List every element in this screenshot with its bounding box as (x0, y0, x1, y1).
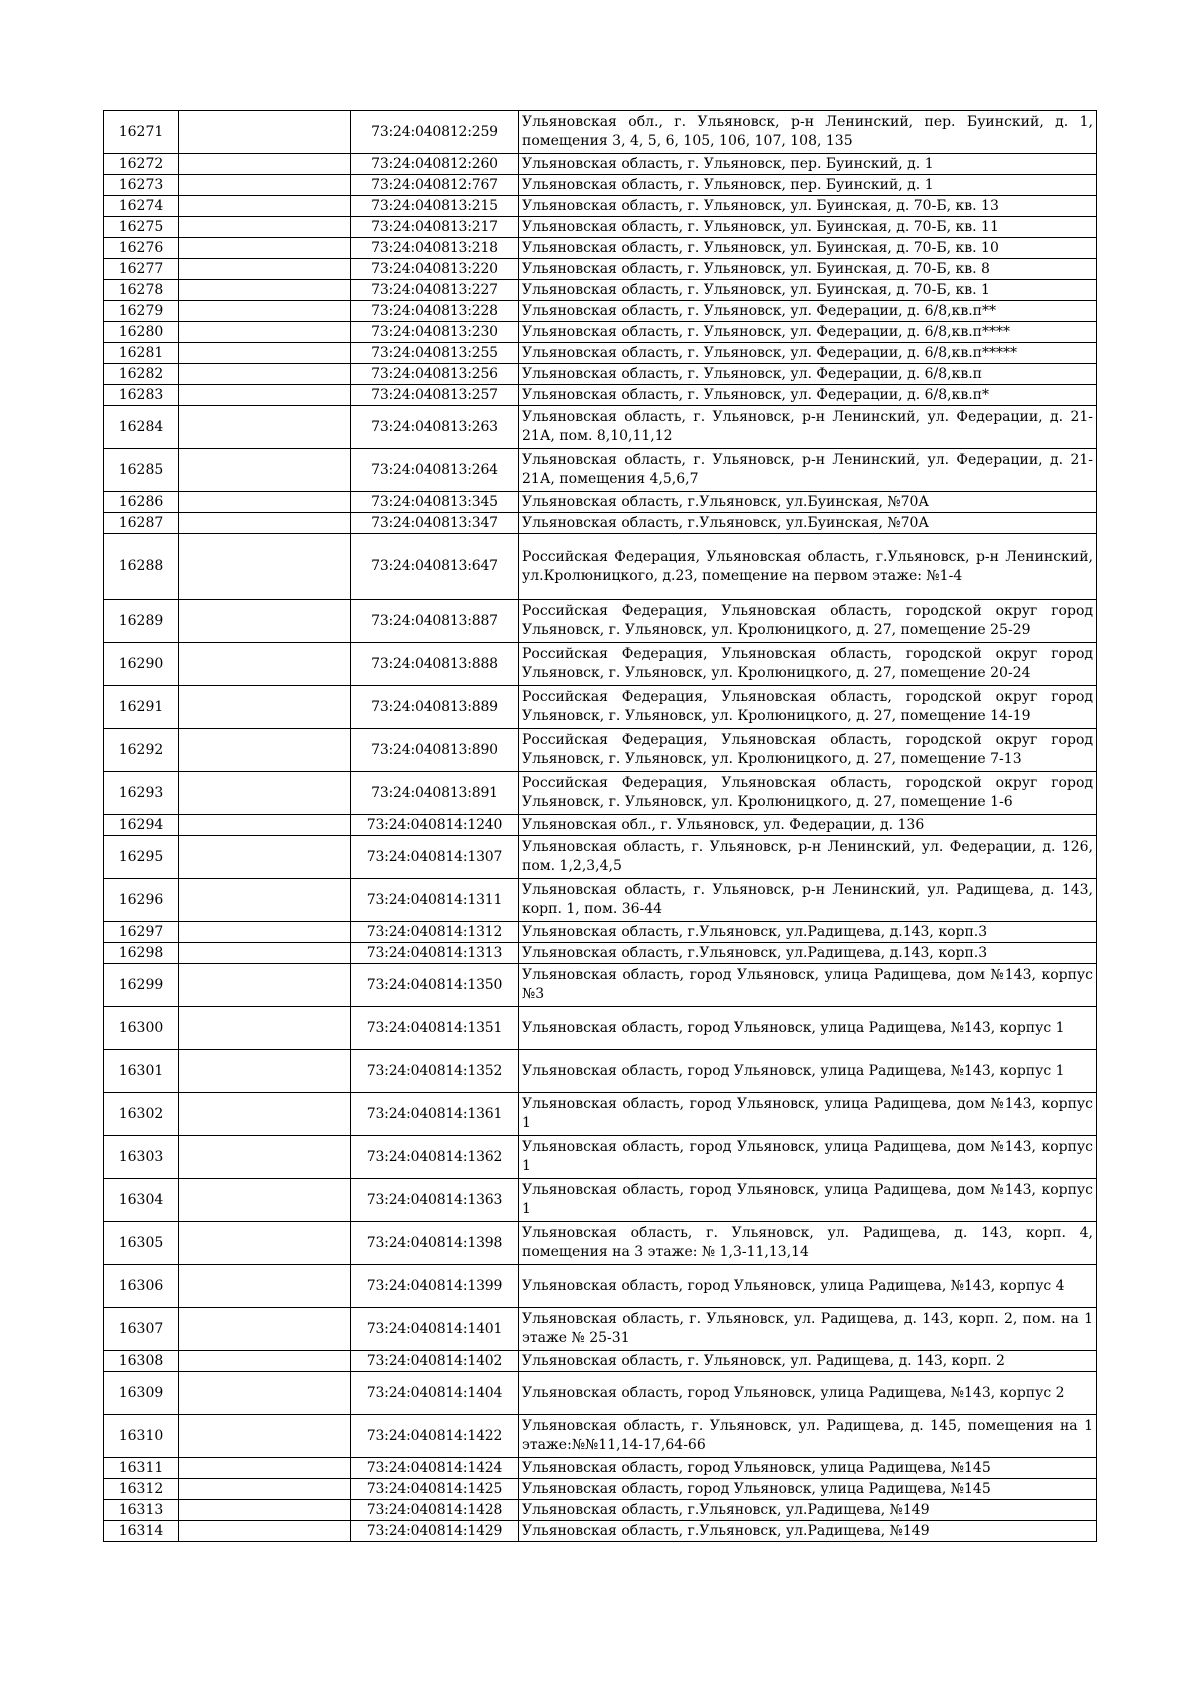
cadastral-number-cell: 73:24:040813:257 (351, 385, 519, 406)
table-row (104, 729, 1097, 772)
empty-cell (179, 406, 351, 449)
cadastral-number-cell: 73:24:040813:888 (351, 643, 519, 686)
row-number-cell: 16280 (104, 322, 179, 343)
table-row (104, 154, 1097, 175)
cadastral-number-cell: 73:24:040814:1401 (351, 1308, 519, 1351)
cadastral-number-cell: 73:24:040813:890 (351, 729, 519, 772)
empty-cell (179, 1372, 351, 1415)
row-number-cell: 16305 (104, 1222, 179, 1265)
table-row (104, 686, 1097, 729)
address-cell: Ульяновская область, город Ульяновск, улица Радищева, дом №143, корпус 1 (519, 1093, 1097, 1136)
empty-cell (179, 238, 351, 259)
row-number-cell: 16294 (104, 815, 179, 836)
address-cell: Ульяновская область, г. Ульяновск, р-н Ленинский, ул. Радищева, д. 143, корп. 1, пом. 36-44 (519, 879, 1097, 922)
cadastral-number-cell: 73:24:040814:1352 (351, 1050, 519, 1093)
empty-cell (179, 1308, 351, 1351)
row-number-cell: 16276 (104, 238, 179, 259)
empty-cell (179, 1500, 351, 1521)
table-row (104, 280, 1097, 301)
cadastral-number-cell: 73:24:040813:891 (351, 772, 519, 815)
cadastral-number-cell: 73:24:040813:345 (351, 492, 519, 513)
empty-cell (179, 1521, 351, 1542)
row-number-cell: 16275 (104, 217, 179, 238)
row-number-cell: 16293 (104, 772, 179, 815)
row-number-cell: 16291 (104, 686, 179, 729)
empty-cell (179, 217, 351, 238)
cadastral-number-cell: 73:24:040814:1313 (351, 943, 519, 964)
row-number-cell: 16287 (104, 513, 179, 534)
address-cell: Ульяновская область, г.Ульяновск, ул.Радищева, д.143, корп.3 (519, 943, 1097, 964)
table-row (104, 1050, 1097, 1093)
row-number-cell: 16274 (104, 196, 179, 217)
row-number-cell: 16300 (104, 1007, 179, 1050)
address-cell: Российская Федерация, Ульяновская область, городской округ город Ульяновск, г. Ульяновск, ул. Кролюницкого, д. 27, помещение 20-24 (519, 643, 1097, 686)
empty-cell (179, 686, 351, 729)
empty-cell (179, 943, 351, 964)
address-cell: Ульяновская область, г. Ульяновск, ул. Федерации, д. 6/8,кв.п* (519, 385, 1097, 406)
empty-cell (179, 343, 351, 364)
table-row (104, 1265, 1097, 1308)
empty-cell (179, 492, 351, 513)
document-page (103, 110, 1096, 1542)
table-row (104, 964, 1097, 1007)
row-number-cell: 16283 (104, 385, 179, 406)
empty-cell (179, 322, 351, 343)
empty-cell (179, 643, 351, 686)
table-row (104, 1136, 1097, 1179)
row-number-cell: 16308 (104, 1351, 179, 1372)
cadastral-number-cell: 73:24:040813:230 (351, 322, 519, 343)
table-row (104, 196, 1097, 217)
table-row (104, 836, 1097, 879)
empty-cell (179, 964, 351, 1007)
empty-cell (179, 729, 351, 772)
table-row (104, 301, 1097, 322)
empty-cell (179, 175, 351, 196)
empty-cell (179, 1222, 351, 1265)
empty-cell (179, 815, 351, 836)
table-row (104, 385, 1097, 406)
address-cell: Ульяновская область, город Ульяновск, улица Радищева, №145 (519, 1458, 1097, 1479)
cadastral-number-cell: 73:24:040813:889 (351, 686, 519, 729)
row-number-cell: 16279 (104, 301, 179, 322)
cadastral-number-cell: 73:24:040812:259 (351, 111, 519, 154)
table-row (104, 449, 1097, 492)
address-cell: Ульяновская область, г. Ульяновск, ул. Федерации, д. 6/8,кв.п**** (519, 322, 1097, 343)
empty-cell (179, 364, 351, 385)
cadastral-number-cell: 73:24:040814:1311 (351, 879, 519, 922)
empty-cell (179, 301, 351, 322)
cadastral-number-cell: 73:24:040813:263 (351, 406, 519, 449)
empty-cell (179, 385, 351, 406)
empty-cell (179, 1093, 351, 1136)
table-row (104, 1372, 1097, 1415)
cadastral-number-cell: 73:24:040814:1399 (351, 1265, 519, 1308)
cadastral-number-cell: 73:24:040814:1425 (351, 1479, 519, 1500)
cadastral-number-cell: 73:24:040813:217 (351, 217, 519, 238)
property-table-body (104, 111, 1097, 1542)
cadastral-number-cell: 73:24:040814:1429 (351, 1521, 519, 1542)
table-row (104, 815, 1097, 836)
address-cell: Ульяновская область, г. Ульяновск, р-н Ленинский, ул. Федерации, д. 126, пом. 1,2,3,4,5 (519, 836, 1097, 879)
table-row (104, 1415, 1097, 1458)
address-cell: Ульяновская область, г.Ульяновск, ул.Радищева, №149 (519, 1521, 1097, 1542)
table-row (104, 406, 1097, 449)
empty-cell (179, 879, 351, 922)
empty-cell (179, 772, 351, 815)
row-number-cell: 16313 (104, 1500, 179, 1521)
table-row (104, 492, 1097, 513)
address-cell: Ульяновская область, город Ульяновск, улица Радищева, дом №143, корпус 1 (519, 1179, 1097, 1222)
address-cell: Ульяновская область, г. Ульяновск, ул. Радищева, д. 143, корп. 2, пом. на 1 этаже № 25-31 (519, 1308, 1097, 1351)
table-row (104, 259, 1097, 280)
address-cell: Ульяновская область, г. Ульяновск, ул. Радищева, д. 143, корп. 4, помещения на 3 этаже: № 1,3-11,13,14 (519, 1222, 1097, 1265)
empty-cell (179, 449, 351, 492)
table-row (104, 600, 1097, 643)
row-number-cell: 16292 (104, 729, 179, 772)
row-number-cell: 16311 (104, 1458, 179, 1479)
table-row (104, 1458, 1097, 1479)
table-row (104, 1093, 1097, 1136)
row-number-cell: 16297 (104, 922, 179, 943)
row-number-cell: 16310 (104, 1415, 179, 1458)
row-number-cell: 16304 (104, 1179, 179, 1222)
address-cell: Ульяновская область, г.Ульяновск, ул.Радищева, д.143, корп.3 (519, 922, 1097, 943)
table-row (104, 772, 1097, 815)
empty-cell (179, 600, 351, 643)
address-cell: Ульяновская область, г. Ульяновск, ул. Федерации, д. 6/8,кв.п (519, 364, 1097, 385)
address-cell: Ульяновская область, г. Ульяновск, р-н Ленинский, ул. Федерации, д. 21-21А, помещения 4,5,6,7 (519, 449, 1097, 492)
cadastral-number-cell: 73:24:040814:1362 (351, 1136, 519, 1179)
empty-cell (179, 259, 351, 280)
empty-cell (179, 1179, 351, 1222)
row-number-cell: 16298 (104, 943, 179, 964)
cadastral-number-cell: 73:24:040814:1307 (351, 836, 519, 879)
table-row (104, 322, 1097, 343)
address-cell: Ульяновская область, г.Ульяновск, ул.Буинская, №70А (519, 513, 1097, 534)
row-number-cell: 16301 (104, 1050, 179, 1093)
row-number-cell: 16312 (104, 1479, 179, 1500)
address-cell: Российская Федерация, Ульяновская область, городской округ город Ульяновск, г. Ульяновск, ул. Кролюницкого, д. 27, помещение 7-13 (519, 729, 1097, 772)
cadastral-number-cell: 73:24:040812:260 (351, 154, 519, 175)
row-number-cell: 16281 (104, 343, 179, 364)
address-cell: Ульяновская область, город Ульяновск, улица Радищева, №143, корпус 2 (519, 1372, 1097, 1415)
row-number-cell: 16272 (104, 154, 179, 175)
table-row (104, 364, 1097, 385)
row-number-cell: 16309 (104, 1372, 179, 1415)
empty-cell (179, 513, 351, 534)
table-row (104, 1479, 1097, 1500)
row-number-cell: 16277 (104, 259, 179, 280)
row-number-cell: 16303 (104, 1136, 179, 1179)
table-row (104, 1351, 1097, 1372)
address-cell: Ульяновская область, г. Ульяновск, ул. Федерации, д. 6/8,кв.п** (519, 301, 1097, 322)
address-cell: Ульяновская область, г.Ульяновск, ул.Радищева, №149 (519, 1500, 1097, 1521)
empty-cell (179, 154, 351, 175)
cadastral-number-cell: 73:24:040813:647 (351, 534, 519, 600)
cadastral-number-cell: 73:24:040813:227 (351, 280, 519, 301)
row-number-cell: 16307 (104, 1308, 179, 1351)
row-number-cell: 16271 (104, 111, 179, 154)
cadastral-number-cell: 73:24:040814:1363 (351, 1179, 519, 1222)
address-cell: Ульяновская область, г. Ульяновск, ул. Буинская, д. 70-Б, кв. 13 (519, 196, 1097, 217)
cadastral-number-cell: 73:24:040814:1398 (351, 1222, 519, 1265)
table-row (104, 343, 1097, 364)
address-cell: Ульяновская область, г. Ульяновск, ул. Буинская, д. 70-Б, кв. 10 (519, 238, 1097, 259)
cadastral-number-cell: 73:24:040814:1240 (351, 815, 519, 836)
table-row (104, 238, 1097, 259)
row-number-cell: 16295 (104, 836, 179, 879)
address-cell: Российская Федерация, Ульяновская область, городской округ город Ульяновск, г. Ульяновск, ул. Кролюницкого, д. 27, помещение 25-29 (519, 600, 1097, 643)
row-number-cell: 16299 (104, 964, 179, 1007)
row-number-cell: 16306 (104, 1265, 179, 1308)
cadastral-number-cell: 73:24:040813:347 (351, 513, 519, 534)
empty-cell (179, 111, 351, 154)
cadastral-number-cell: 73:24:040814:1428 (351, 1500, 519, 1521)
cadastral-number-cell: 73:24:040814:1350 (351, 964, 519, 1007)
empty-cell (179, 922, 351, 943)
row-number-cell: 16273 (104, 175, 179, 196)
address-cell: Ульяновская область, г. Ульяновск, ул. Буинская, д. 70-Б, кв. 1 (519, 280, 1097, 301)
cadastral-number-cell: 73:24:040813:228 (351, 301, 519, 322)
cadastral-number-cell: 73:24:040813:887 (351, 600, 519, 643)
cadastral-number-cell: 73:24:040813:218 (351, 238, 519, 259)
empty-cell (179, 1479, 351, 1500)
cadastral-number-cell: 73:24:040813:220 (351, 259, 519, 280)
row-number-cell: 16284 (104, 406, 179, 449)
address-cell: Ульяновская область, г. Ульяновск, р-н Ленинский, ул. Федерации, д. 21-21А, пом. 8,10,11,12 (519, 406, 1097, 449)
table-row (104, 175, 1097, 196)
row-number-cell: 16314 (104, 1521, 179, 1542)
cadastral-number-cell: 73:24:040814:1351 (351, 1007, 519, 1050)
empty-cell (179, 1007, 351, 1050)
address-cell: Ульяновская область, г.Ульяновск, ул.Буинская, №70А (519, 492, 1097, 513)
row-number-cell: 16290 (104, 643, 179, 686)
address-cell: Ульяновская область, город Ульяновск, улица Радищева, №143, корпус 1 (519, 1050, 1097, 1093)
cadastral-number-cell: 73:24:040813:264 (351, 449, 519, 492)
cadastral-number-cell: 73:24:040814:1402 (351, 1351, 519, 1372)
empty-cell (179, 1415, 351, 1458)
address-cell: Российская Федерация, Ульяновская область, городской округ город Ульяновск, г. Ульяновск, ул. Кролюницкого, д. 27, помещение 14-19 (519, 686, 1097, 729)
row-number-cell: 16302 (104, 1093, 179, 1136)
table-row (104, 1007, 1097, 1050)
empty-cell (179, 1050, 351, 1093)
cadastral-number-cell: 73:24:040814:1422 (351, 1415, 519, 1458)
address-cell: Ульяновская область, город Ульяновск, улица Радищева, №145 (519, 1479, 1097, 1500)
row-number-cell: 16285 (104, 449, 179, 492)
row-number-cell: 16289 (104, 600, 179, 643)
table-row (104, 534, 1097, 600)
address-cell: Ульяновская область, город Ульяновск, улица Радищева, дом №143, корпус №3 (519, 964, 1097, 1007)
address-cell: Ульяновская область, г. Ульяновск, ул. Федерации, д. 6/8,кв.п***** (519, 343, 1097, 364)
cadastral-number-cell: 73:24:040812:767 (351, 175, 519, 196)
address-cell: Ульяновская область, г. Ульяновск, пер. Буинский, д. 1 (519, 175, 1097, 196)
address-cell: Ульяновская область, г. Ульяновск, ул. Буинская, д. 70-Б, кв. 11 (519, 217, 1097, 238)
address-cell: Российская Федерация, Ульяновская область, г.Ульяновск, р-н Ленинский, ул.Кролюницкого, д.23, помещение на первом этаже: №1-4 (519, 534, 1097, 600)
empty-cell (179, 534, 351, 600)
address-cell: Ульяновская область, город Ульяновск, улица Радищева, дом №143, корпус 1 (519, 1136, 1097, 1179)
empty-cell (179, 1265, 351, 1308)
cadastral-number-cell: 73:24:040813:215 (351, 196, 519, 217)
table-row (104, 922, 1097, 943)
table-row (104, 111, 1097, 154)
table-row (104, 513, 1097, 534)
table-row (104, 217, 1097, 238)
empty-cell (179, 196, 351, 217)
cadastral-number-cell: 73:24:040813:255 (351, 343, 519, 364)
address-cell: Ульяновская область, г. Ульяновск, ул. Радищева, д. 143, корп. 2 (519, 1351, 1097, 1372)
empty-cell (179, 836, 351, 879)
address-cell: Ульяновская область, г. Ульяновск, пер. Буинский, д. 1 (519, 154, 1097, 175)
cadastral-number-cell: 73:24:040814:1312 (351, 922, 519, 943)
cadastral-number-cell: 73:24:040813:256 (351, 364, 519, 385)
row-number-cell: 16296 (104, 879, 179, 922)
table-row (104, 1222, 1097, 1265)
address-cell: Ульяновская обл., г. Ульяновск, ул. Федерации, д. 136 (519, 815, 1097, 836)
cadastral-number-cell: 73:24:040814:1361 (351, 1093, 519, 1136)
address-cell: Ульяновская область, город Ульяновск, улица Радищева, №143, корпус 4 (519, 1265, 1097, 1308)
row-number-cell: 16286 (104, 492, 179, 513)
address-cell: Ульяновская область, город Ульяновск, улица Радищева, №143, корпус 1 (519, 1007, 1097, 1050)
row-number-cell: 16278 (104, 280, 179, 301)
table-row (104, 1521, 1097, 1542)
cadastral-number-cell: 73:24:040814:1424 (351, 1458, 519, 1479)
property-table (103, 110, 1097, 1542)
table-row (104, 943, 1097, 964)
row-number-cell: 16288 (104, 534, 179, 600)
empty-cell (179, 1458, 351, 1479)
address-cell: Российская Федерация, Ульяновская область, городской округ город Ульяновск, г. Ульяновск, ул. Кролюницкого, д. 27, помещение 1-6 (519, 772, 1097, 815)
empty-cell (179, 1351, 351, 1372)
table-row (104, 1179, 1097, 1222)
table-row (104, 879, 1097, 922)
address-cell: Ульяновская область, г. Ульяновск, ул. Буинская, д. 70-Б, кв. 8 (519, 259, 1097, 280)
table-row (104, 1308, 1097, 1351)
address-cell: Ульяновская область, г. Ульяновск, ул. Радищева, д. 145, помещения на 1 этаже:№№11,14-17,64-66 (519, 1415, 1097, 1458)
row-number-cell: 16282 (104, 364, 179, 385)
table-row (104, 643, 1097, 686)
table-row (104, 1500, 1097, 1521)
empty-cell (179, 280, 351, 301)
cadastral-number-cell: 73:24:040814:1404 (351, 1372, 519, 1415)
address-cell: Ульяновская обл., г. Ульяновск, р-н Ленинский, пер. Буинский, д. 1, помещения 3, 4, 5, 6, 105, 106, 107, 108, 135 (519, 111, 1097, 154)
empty-cell (179, 1136, 351, 1179)
